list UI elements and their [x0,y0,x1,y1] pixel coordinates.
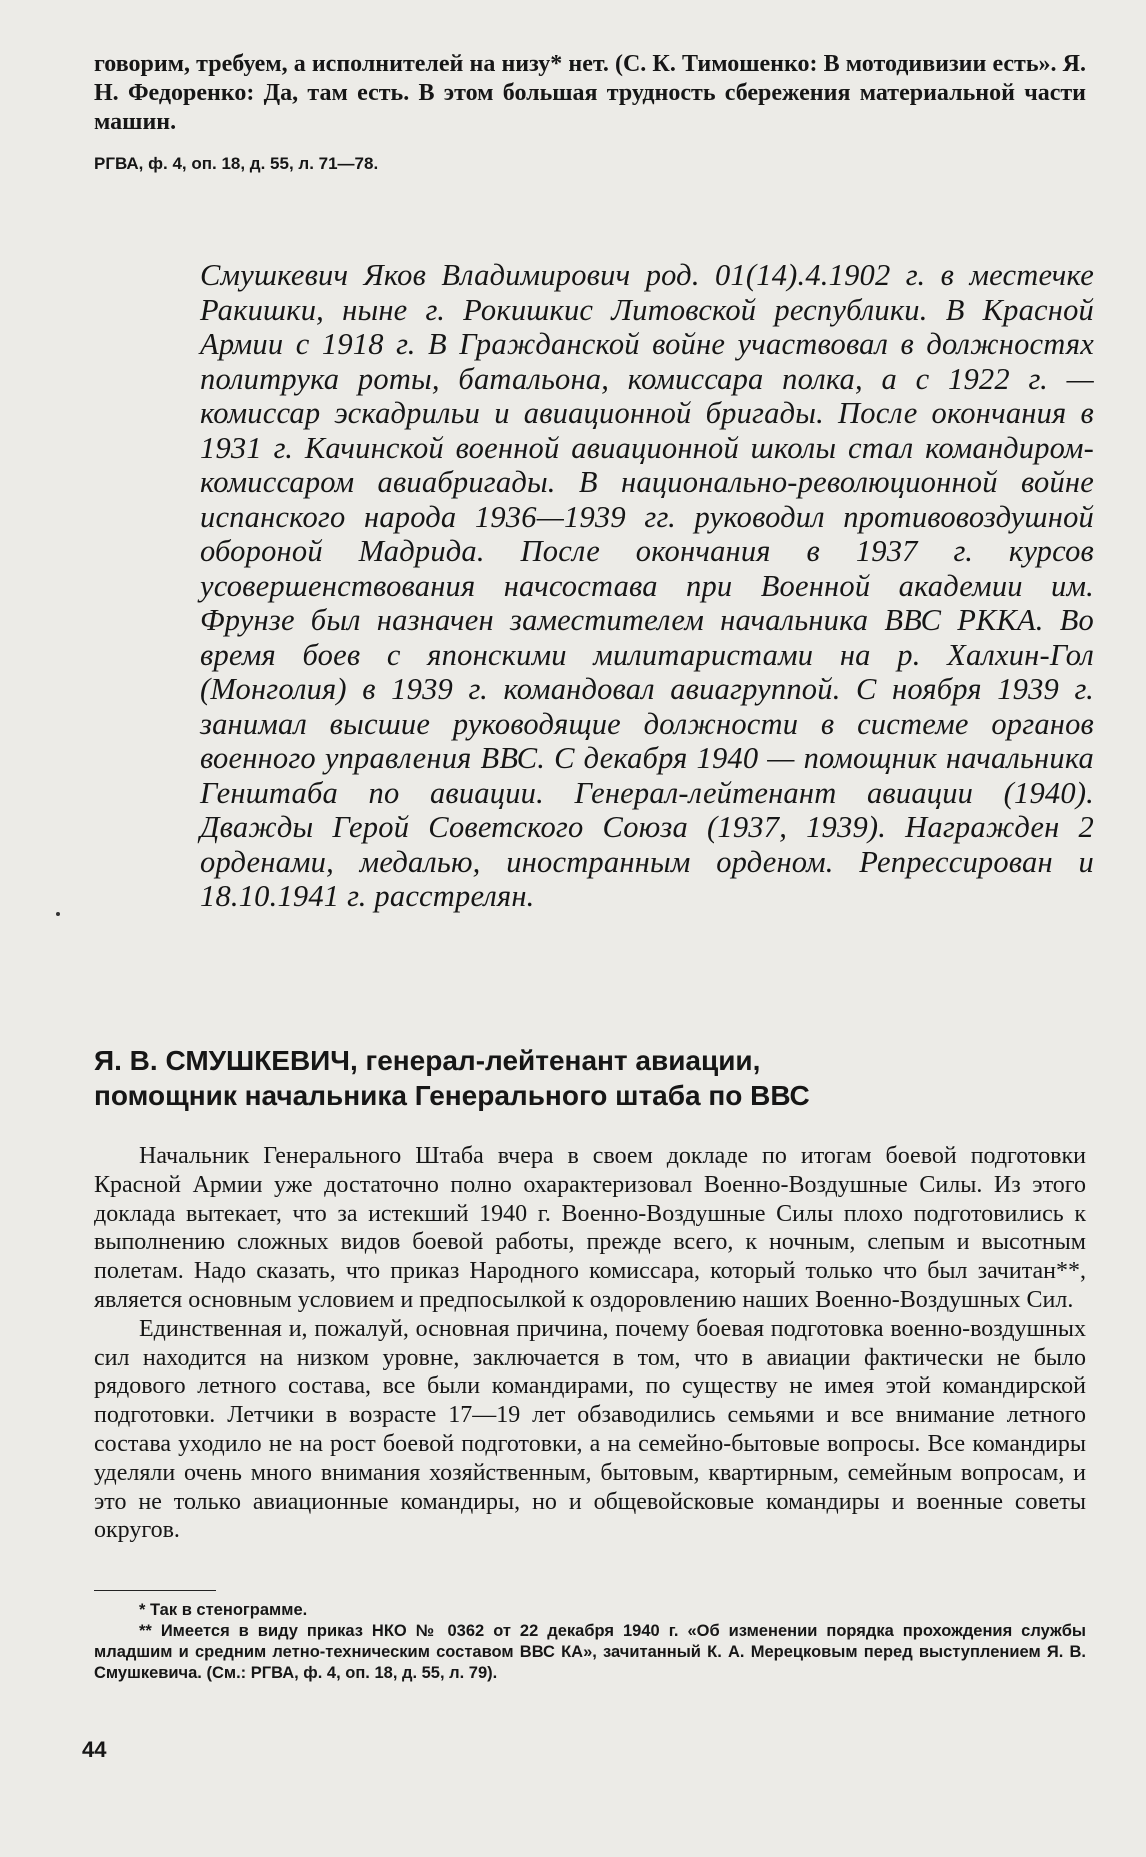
speech-body [94,1142,1086,1545]
speech-paragraph: Начальник Генерального Штаба вчера в своем докладе по итогам боевой подготовки Красной Армии уже достаточно полно охарактеризовал Военно-Воздушные Силы. Из этого доклада вытекает, что за истекший 1940 г. Военно-Воздушные Силы плохо подготовились к выполнению сложных видов боевой работы, прежде всего, к ночным, слепым и высотным полетам. Надо сказать, что приказ Народного комиссара, который только что был зачитан**, является основным условием и предпосылкой к оздоровлению наших Военно-Воздушных Сил. [94,1143,1086,1313]
archive-source-reference: РГВА, ф. 4, оп. 18, д. 55, л. 71—78. [94,154,379,173]
biography-note: Смушкевич Яков Владимирович род. 01(14).4.1902 г. в местечке Ракишки, ныне г. Рокишкис Литовской республики. В Красной Армии с 1918 г. В Гражданской войне участвовал в должностях политрука роты, батальона, комиссара полка, а с 1922 г. —комиссар эскадрильи и авиационной бригады. После окончания в 1931 г. Качинской военной авиационной школы стал командиром-комиссаром авиабригады. В национально-революционной войне испанского народа 1936—1939 гг. руководил противовоздушной обороной Мадрида. После окончания в 1937 г. курсов усовершенствования начсостава при Военной академии им. Фрунзе был назначен заместителем начальника ВВС РККА. Во время боев с японскими милитаристами на р. Халхин-Гол (Монголия) в 1939 г. командовал авиагруппой. С ноября 1939 г. занимал высшие руководящие должности в системе органов военного управления ВВС. С декабря 1940 — помощник начальника Генштаба по авиации. Генерал-лейтенант авиации (1940). Дважды Герой Советского Союза (1937, 1939). Награжден 2 орденами, медалью, иностранным орденом. Репрессирован и 18.10.1941 г. расстрелян. [200,258,1094,913]
speaker-heading-line-2: помощник начальника Генерального штаба по ВВС [94,1080,810,1111]
footnotes [94,1600,1086,1684]
print-smudge [56,912,60,916]
speaker-heading [94,1043,1086,1113]
page-number: 44 [82,1737,107,1762]
continued-paragraph: говорим, требуем, а исполнителей на низу* нет. (С. К. Тимошенко: В мотодивизии есть». Я. Н. Федоренко: Да, там есть. В этом большая трудность сбережения материальной части машин. [94,51,1086,135]
footnote-1: * Так в стенограмме. [139,1601,308,1619]
speech-paragraph: Единственная и, пожалуй, основная причина, почему боевая подготовка военно-воздушных сил находится на низком уровне, заключается в том, что в авиации фактически не было рядового летного состава, все были командирами, по существу не имея этой командирской подготовки. Летчики в возрасте 17—19 лет обзаводились семьями и все внимание летного состава уходило не на рост боевой подготовки, а на семейно-бытовые вопросы. Все командиры уделяли очень много внимания хозяйственным, бытовым, квартирным, семейным вопросам, и это не только авиационные командиры, но и общевойсковые командиры и военные советы округов. [94,1315,1086,1544]
footnote-divider [94,1590,216,1591]
footnote-2: ** Имеется в виду приказ НКО № 0362 от 22 декабря 1940 г. «Об изменении порядка прохождения службы младшим и средним летно-техническим составом ВВС КА», зачитанный К. А. Мерецковым перед выступлением Я. В. Смушкевича. (См.: РГВА, ф. 4, оп. 18, д. 55, л. 79). [94,1622,1086,1682]
speaker-heading-line-1: Я. В. СМУШКЕВИЧ, генерал-лейтенант авиации, [94,1045,761,1076]
